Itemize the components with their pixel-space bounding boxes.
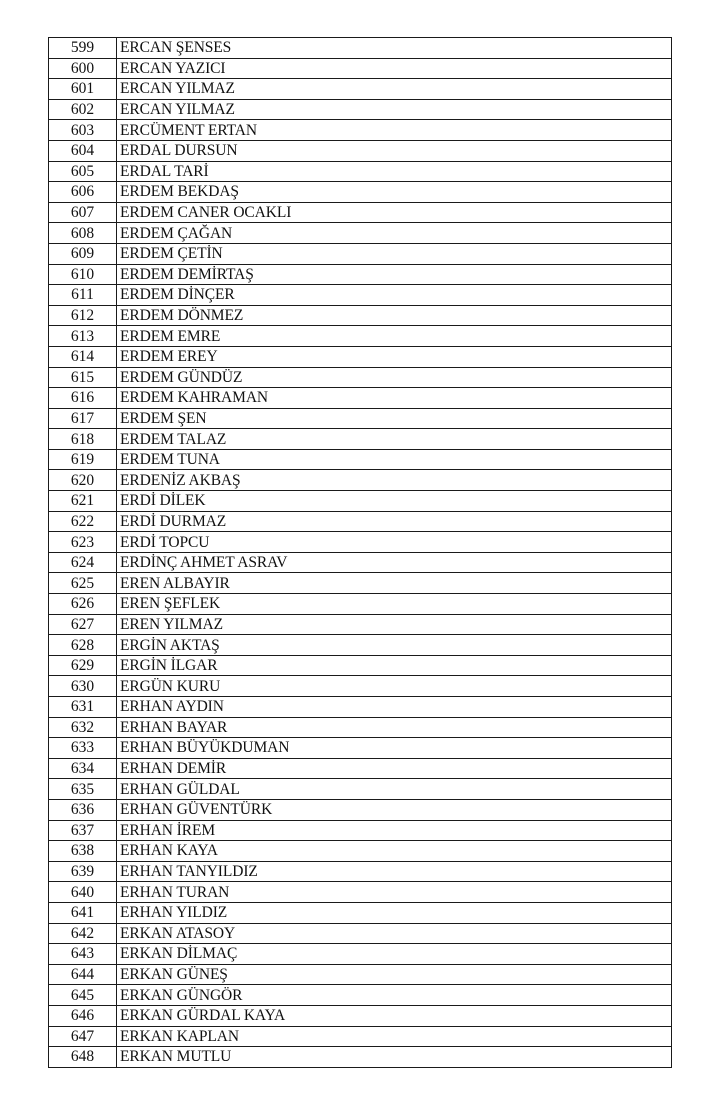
person-name-cell: EREN ŞEFLEK [117, 594, 672, 615]
person-name-cell: ERDEM ÇAĞAN [117, 223, 672, 244]
row-number-cell: 627 [49, 614, 117, 635]
row-number-cell: 626 [49, 594, 117, 615]
table-row [49, 676, 672, 697]
table-row [49, 964, 672, 985]
table-row [49, 614, 672, 635]
table-row [49, 573, 672, 594]
person-name-cell: EREN YILMAZ [117, 614, 672, 635]
row-number-cell: 645 [49, 985, 117, 1006]
person-name-cell: ERDEM ÇETİN [117, 243, 672, 264]
person-name-cell: ERCAN ŞENSES [117, 38, 672, 59]
person-name-cell: ERGİN İLGAR [117, 655, 672, 676]
row-number-cell: 610 [49, 264, 117, 285]
row-number-cell: 638 [49, 841, 117, 862]
row-number-cell: 635 [49, 779, 117, 800]
table-row [49, 38, 672, 59]
person-name-cell: ERKAN GÜRDAL KAYA [117, 1005, 672, 1026]
person-name-cell: ERKAN GÜNGÖR [117, 985, 672, 1006]
name-list-table [48, 37, 672, 1068]
person-name-cell: ERDEM DİNÇER [117, 285, 672, 306]
table-row [49, 944, 672, 965]
row-number-cell: 648 [49, 1047, 117, 1068]
person-name-cell: ERDEM CANER OCAKLI [117, 202, 672, 223]
person-name-cell: ERDEM GÜNDÜZ [117, 367, 672, 388]
table-row [49, 285, 672, 306]
row-number-cell: 608 [49, 223, 117, 244]
person-name-cell: ERKAN DİLMAÇ [117, 944, 672, 965]
table-row [49, 408, 672, 429]
table-row [49, 861, 672, 882]
row-number-cell: 612 [49, 305, 117, 326]
person-name-cell: ERDENİZ AKBAŞ [117, 470, 672, 491]
table-row [49, 758, 672, 779]
row-number-cell: 604 [49, 140, 117, 161]
row-number-cell: 618 [49, 429, 117, 450]
row-number-cell: 634 [49, 758, 117, 779]
person-name-cell: ERKAN GÜNEŞ [117, 964, 672, 985]
person-name-cell: ERHAN BAYAR [117, 717, 672, 738]
person-name-cell: ERCAN YAZICI [117, 58, 672, 79]
row-number-cell: 603 [49, 120, 117, 141]
row-number-cell: 622 [49, 511, 117, 532]
row-number-cell: 614 [49, 346, 117, 367]
row-number-cell: 643 [49, 944, 117, 965]
table-row [49, 697, 672, 718]
table-row [49, 202, 672, 223]
person-name-cell: ERHAN GÜLDAL [117, 779, 672, 800]
person-name-cell: ERDEM BEKDAŞ [117, 182, 672, 203]
table-row [49, 923, 672, 944]
row-number-cell: 607 [49, 202, 117, 223]
person-name-cell: ERHAN KAYA [117, 841, 672, 862]
table-row [49, 820, 672, 841]
person-name-cell: ERDİNÇ AHMET ASRAV [117, 552, 672, 573]
table-row [49, 882, 672, 903]
row-number-cell: 625 [49, 573, 117, 594]
table-row [49, 799, 672, 820]
row-number-cell: 630 [49, 676, 117, 697]
table-row [49, 717, 672, 738]
row-number-cell: 641 [49, 902, 117, 923]
row-number-cell: 639 [49, 861, 117, 882]
row-number-cell: 631 [49, 697, 117, 718]
table-row [49, 223, 672, 244]
row-number-cell: 602 [49, 99, 117, 120]
person-name-cell: ERDEM TALAZ [117, 429, 672, 450]
table-row [49, 449, 672, 470]
table-row [49, 655, 672, 676]
row-number-cell: 609 [49, 243, 117, 264]
person-name-cell: ERHAN İREM [117, 820, 672, 841]
person-name-cell: ERKAN ATASOY [117, 923, 672, 944]
person-name-cell: ERDEM TUNA [117, 449, 672, 470]
table-row [49, 470, 672, 491]
person-name-cell: ERGÜN KURU [117, 676, 672, 697]
row-number-cell: 617 [49, 408, 117, 429]
person-name-cell: ERDEM DEMİRTAŞ [117, 264, 672, 285]
person-name-cell: ERDİ DURMAZ [117, 511, 672, 532]
row-number-cell: 628 [49, 635, 117, 656]
table-row [49, 326, 672, 347]
table-row [49, 1005, 672, 1026]
table-row [49, 902, 672, 923]
table-row [49, 367, 672, 388]
row-number-cell: 600 [49, 58, 117, 79]
table-row [49, 161, 672, 182]
table-row [49, 985, 672, 1006]
table-row [49, 264, 672, 285]
row-number-cell: 624 [49, 552, 117, 573]
table-row [49, 388, 672, 409]
row-number-cell: 623 [49, 532, 117, 553]
person-name-cell: ERDEM DÖNMEZ [117, 305, 672, 326]
table-row [49, 635, 672, 656]
row-number-cell: 637 [49, 820, 117, 841]
person-name-cell: ERDAL DURSUN [117, 140, 672, 161]
person-name-cell: ERDİ TOPCU [117, 532, 672, 553]
table-row [49, 532, 672, 553]
table-row [49, 738, 672, 759]
row-number-cell: 606 [49, 182, 117, 203]
row-number-cell: 642 [49, 923, 117, 944]
row-number-cell: 621 [49, 491, 117, 512]
table-row [49, 1026, 672, 1047]
table-row [49, 346, 672, 367]
row-number-cell: 646 [49, 1005, 117, 1026]
table-row [49, 140, 672, 161]
person-name-cell: ERDEM ŞEN [117, 408, 672, 429]
row-number-cell: 644 [49, 964, 117, 985]
person-name-cell: ERHAN YILDIZ [117, 902, 672, 923]
person-name-cell: ERHAN TANYILDIZ [117, 861, 672, 882]
table-row [49, 429, 672, 450]
person-name-cell: ERHAN GÜVENTÜRK [117, 799, 672, 820]
row-number-cell: 619 [49, 449, 117, 470]
table-row [49, 58, 672, 79]
person-name-cell: ERGİN AKTAŞ [117, 635, 672, 656]
person-name-cell: ERCAN YILMAZ [117, 79, 672, 100]
row-number-cell: 605 [49, 161, 117, 182]
table-row [49, 594, 672, 615]
row-number-cell: 615 [49, 367, 117, 388]
row-number-cell: 616 [49, 388, 117, 409]
person-name-cell: ERDEM KAHRAMAN [117, 388, 672, 409]
row-number-cell: 599 [49, 38, 117, 59]
table-row [49, 120, 672, 141]
table-row [49, 1047, 672, 1068]
row-number-cell: 620 [49, 470, 117, 491]
row-number-cell: 633 [49, 738, 117, 759]
row-number-cell: 636 [49, 799, 117, 820]
name-list-body [49, 38, 672, 1068]
table-row [49, 511, 672, 532]
person-name-cell: ERDEM EREY [117, 346, 672, 367]
person-name-cell: ERHAN AYDIN [117, 697, 672, 718]
person-name-cell: ERCAN YILMAZ [117, 99, 672, 120]
table-row [49, 305, 672, 326]
row-number-cell: 640 [49, 882, 117, 903]
person-name-cell: ERDİ DİLEK [117, 491, 672, 512]
table-row [49, 841, 672, 862]
row-number-cell: 647 [49, 1026, 117, 1047]
row-number-cell: 611 [49, 285, 117, 306]
table-row [49, 243, 672, 264]
person-name-cell: ERDAL TARİ [117, 161, 672, 182]
table-row [49, 182, 672, 203]
person-name-cell: ERHAN DEMİR [117, 758, 672, 779]
person-name-cell: EREN ALBAYIR [117, 573, 672, 594]
table-row [49, 99, 672, 120]
person-name-cell: ERKAN KAPLAN [117, 1026, 672, 1047]
row-number-cell: 629 [49, 655, 117, 676]
person-name-cell: ERDEM EMRE [117, 326, 672, 347]
person-name-cell: ERHAN TURAN [117, 882, 672, 903]
table-row [49, 779, 672, 800]
table-row [49, 79, 672, 100]
row-number-cell: 613 [49, 326, 117, 347]
row-number-cell: 632 [49, 717, 117, 738]
person-name-cell: ERHAN BÜYÜKDUMAN [117, 738, 672, 759]
person-name-cell: ERKAN MUTLU [117, 1047, 672, 1068]
row-number-cell: 601 [49, 79, 117, 100]
table-row [49, 552, 672, 573]
person-name-cell: ERCÜMENT ERTAN [117, 120, 672, 141]
table-row [49, 491, 672, 512]
